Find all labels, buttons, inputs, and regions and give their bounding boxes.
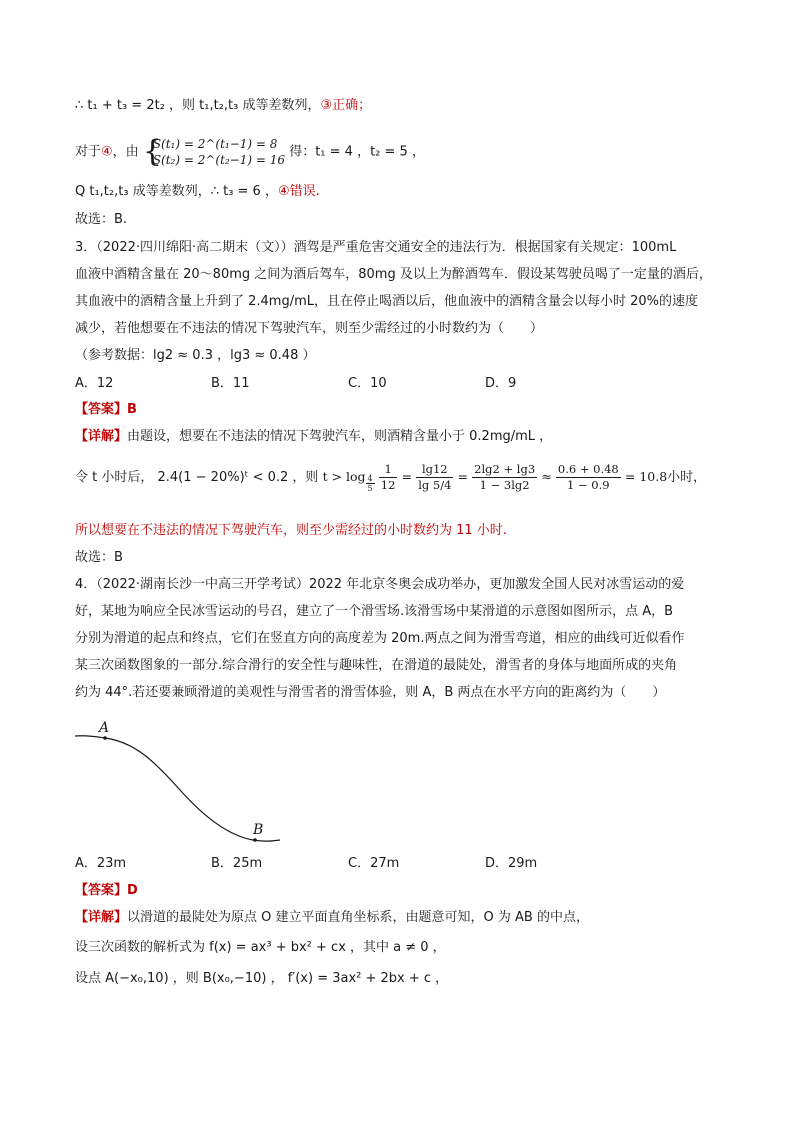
q3-line-4: 减少，若他想要在不违法的情况下驾驶汽车，则至少需经过的小时数约为（ ） xyxy=(75,321,544,336)
system-row-2: S(t₂) = 2^(t₂−1) = 16 xyxy=(152,153,286,167)
prev-line-2-prefix: 对于 xyxy=(75,144,102,160)
point-a-dot xyxy=(103,736,107,740)
circled-four-mark: ④ xyxy=(101,144,113,160)
point-b-dot xyxy=(253,838,257,842)
q3-detail-2 xyxy=(75,462,706,493)
prev-line-2-mid: ，由 xyxy=(112,144,139,160)
q3-log-base-den: 5 xyxy=(367,484,373,493)
left-brace-icon: { xyxy=(142,134,162,169)
q3-approx: ≈ xyxy=(541,469,552,484)
q3-eq-2: = xyxy=(457,469,469,484)
prev-line-2-result: 得：t₁ = 4 ，t₂ = 5 ， xyxy=(289,144,425,160)
q3-frac-2 xyxy=(416,462,453,493)
prev-choice: 故选：B. xyxy=(75,212,128,227)
q4-answer xyxy=(75,880,138,902)
q3-conclusion: 所以想要在不违法的情况下驾驶汽车，则至少需经过的小时数约为 11 小时. xyxy=(75,523,507,538)
q4-detail-2: 设三次函数的解析式为 f(x) = ax³ + bx² + cx ，其中 a ≠ 0 ， xyxy=(75,940,446,955)
q4-answer-value: D xyxy=(127,883,138,898)
q3-line-2: 血液中酒精含量在 20～80mg 之间为酒后驾车，80mg 及以上为醉酒驾车．假设某驾驶员喝了一定量的酒后， xyxy=(75,267,712,282)
q4-line-4: 某三次函数图象的一部分.综合滑行的安全性与趣味性，在滑道的最陡处，滑雪者的身体与地面所成的夹角 xyxy=(75,658,678,673)
point-b-label: B xyxy=(253,822,264,838)
q4-detail-1 xyxy=(75,907,589,929)
q3-frac-1-den: 12 xyxy=(380,478,396,492)
point-a-label: A xyxy=(99,720,110,736)
q3-frac-3 xyxy=(472,462,537,493)
q3-frac-1-num: 1 xyxy=(379,462,398,478)
q3-line-3: 其血液中的酒精含量上升到了 2.4mg/mL，且在停止喝酒以后，他血液中的酒精含量会以每小时 20%的速度 xyxy=(75,294,699,309)
ski-slope-curve xyxy=(75,736,280,841)
q3-log-base xyxy=(366,474,375,493)
q3-detail-label: 【详解】 xyxy=(75,429,128,444)
q3-frac-4-den: 1 − 0.9 xyxy=(567,478,610,492)
q4-detail-1-text: 以滑道的最陡处为原点 O 建立平面直角坐标系，由题意可知，O 为 AB 的中点， xyxy=(127,910,589,925)
q3-frac-4-num: 0.6 + 0.48 xyxy=(557,462,619,476)
q3-result: = 10.8 xyxy=(624,469,668,484)
prev-line-3-math: Q t₁,t₂,t₃ 成等差数列，∴ t₃ = 6 ， xyxy=(75,184,278,199)
q3-frac-1 xyxy=(379,462,398,493)
q4-detail-label: 【详解】 xyxy=(75,910,128,925)
prev-line-3 xyxy=(75,181,320,203)
q4-option-b: B．25m xyxy=(211,856,263,871)
q3-frac-3-den: 1 − 3lg2 xyxy=(479,478,530,492)
q3-reference: （参考数据：lg2 ≈ 0.3 ，lg3 ≈ 0.48 ） xyxy=(75,348,316,363)
equation-system xyxy=(143,136,285,168)
q3-detail-2-a: 令 t 小时后， 2.4(1 − 20%)ᵗ < 0.2 ，则 xyxy=(75,470,319,485)
q3-line-1: 3．（2022·四川绵阳·高二期末（文））酒驾是严重危害交通安全的违法行为．根据国家有关规定：100mL xyxy=(75,240,677,255)
prev-line-2 xyxy=(75,136,425,168)
q3-log-base-num: 4 xyxy=(367,474,373,483)
q3-choice: 故选：B xyxy=(75,550,123,565)
prev-line-1-math: ∴ t₁ + t₃ = 2t₂ ，则 t₁,t₂,t₃ 成等差数列， xyxy=(75,98,321,113)
q3-frac-4 xyxy=(556,462,621,493)
q3-unit: 小时， xyxy=(667,470,707,485)
q3-log xyxy=(322,469,375,493)
ski-slope-figure xyxy=(70,712,290,847)
q3-eq-1: = xyxy=(401,469,413,484)
q4-line-3: 分别为滑道的起点和终点，它们在竖直方向的高度差为 20m.两点之间为滑雪弯道，相应的曲线可近似看作 xyxy=(75,631,685,646)
q3-option-c: C．10 xyxy=(348,376,387,391)
q3-option-b: B．11 xyxy=(211,376,250,391)
q3-detail-1-text: 由题设，想要在不违法的情况下驾驶汽车，则酒精含量小于 0.2mg/mL ， xyxy=(127,429,553,444)
q4-line-1: 4．（2022·湖南长沙一中高三开学考试）2022 年北京冬奥会成功举办，更加激发全国人民对冰雪运动的爱 xyxy=(75,577,685,592)
prev-line-3-mark: ④错误. xyxy=(277,184,320,199)
q3-option-a: A．12 xyxy=(75,376,114,391)
prev-line-1 xyxy=(75,95,371,117)
q3-frac-2-den: lg 5/4 xyxy=(418,478,452,492)
q4-line-2: 好，某地为响应全民冰雪运动的号召，建立了一个滑雪场.该滑雪场中某滑道的示意图如图所示，点 A，B xyxy=(75,604,674,619)
q4-detail-3: 设点 A(−x₀,10) ，则 B(x₀,−10) ， f′(x) = 3ax² + 2bx + c ， xyxy=(75,971,449,986)
q4-option-d: D．29m xyxy=(485,856,538,871)
q4-option-c: C．27m xyxy=(348,856,400,871)
q3-option-d: D．9 xyxy=(485,376,517,391)
q3-answer xyxy=(75,399,137,421)
q3-answer-value: B xyxy=(127,402,137,417)
system-row-1: S(t₁) = 2^(t₁−1) = 8 xyxy=(152,137,278,151)
q3-frac-2-num: lg12 xyxy=(416,462,453,478)
q3-frac-3-num: 2lg2 + lg3 xyxy=(474,462,536,476)
q4-option-a: A．23m xyxy=(75,856,127,871)
q3-log-text: t > log xyxy=(322,469,366,484)
q3-answer-label: 【答案】 xyxy=(75,402,128,417)
q4-line-5: 约为 44°.若还要兼顾滑道的美观性与滑雪者的滑雪体验，则 A，B 两点在水平方向的距离约为（ ） xyxy=(75,685,666,700)
prev-line-1-mark: ③正确； xyxy=(320,98,372,113)
q4-answer-label: 【答案】 xyxy=(75,883,128,898)
q3-detail-1 xyxy=(75,426,552,448)
